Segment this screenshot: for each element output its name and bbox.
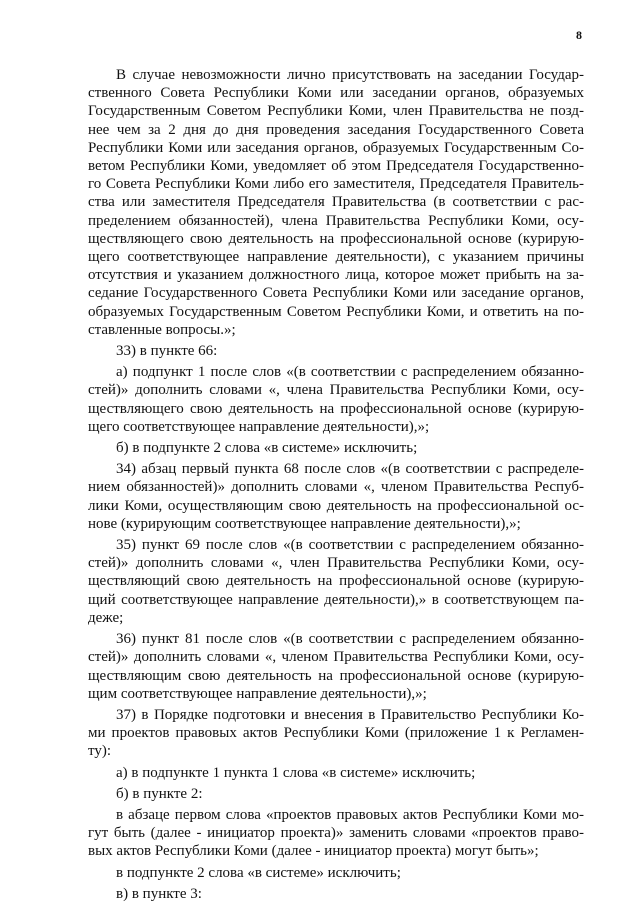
paragraph-p1	[88, 66, 584, 339]
text-line: пределением обязанностей), члена Правительства Республики Коми, осу-	[88, 212, 584, 229]
text-line: седание Государственного Совета Республики Коми или заседание органов,	[88, 285, 584, 302]
paragraph-p12	[88, 864, 584, 882]
text-line: 35) пункт 69 после слов «(в соответствии с распределением обязанно-	[116, 537, 584, 554]
text-line: го Совета Республики Коми либо его заместителя, Председателя Правитель-	[88, 176, 584, 193]
text-line: щий соответствующее направление деятельности),» в соответствующем па-	[88, 591, 584, 608]
paragraph-p10	[88, 785, 584, 803]
text-line: ветом Республики Коми, уведомляет об этом Председателя Государственно-	[88, 158, 584, 175]
text-line: щим соответствующее направление деятельности),»;	[88, 685, 427, 702]
text-line: ществляющего свою деятельность на профессиональной основе (курирую-	[88, 400, 584, 417]
text-line: ставленные вопросы.»;	[88, 321, 236, 338]
text-line: щего соответствующее направление деятельности),»;	[88, 418, 430, 435]
text-line: ществляющим свою деятельность на профессиональной основе (курирую-	[88, 667, 584, 684]
text-line: 34) абзац первый пункта 68 после слов «(в соответствии с распределе-	[116, 461, 584, 478]
text-line: в абзаце первом слова «проектов правовых актов Республики Коми мо-	[116, 806, 584, 823]
text-line: ми проектов правовых актов Республики Коми (приложение 1 к Регламен-	[88, 725, 584, 742]
text-line: гут быть (далее - инициатор проекта)» заменить словами «проектов право-	[88, 825, 584, 842]
page-number: 8	[576, 28, 582, 42]
text-line: ществляющего свою деятельность на профессиональной основе (курирую-	[88, 230, 584, 247]
text-line: ственного Совета Республики Коми или заседании органов, образуемых	[88, 85, 584, 102]
text-line: Республики Коми или заседания органов, образуемых Государственным Со-	[88, 139, 584, 156]
text-line: щего соответствующее направление деятельности), с указанием причины	[88, 249, 584, 266]
paragraph-p5	[88, 460, 584, 533]
text-line: В случае невозможности лично присутствовать на заседании Государ-	[116, 67, 584, 83]
text-line: ства или заместителя Председателя Правительства (в соответствии с рас-	[88, 194, 584, 211]
text-line: б) в подпункте 2 слова «в системе» исключить;	[116, 440, 418, 457]
text-line: нием обязанностей)» дополнить словами «, членом Правительства Респуб-	[88, 479, 584, 496]
text-line: образуемых Государственным Советом Республики Коми, и ответить на по-	[88, 303, 584, 320]
text-line: ту):	[88, 743, 112, 760]
text-line: 36) пункт 81 после слов «(в соответствии с распределением обязанно-	[116, 631, 584, 648]
paragraph-p13	[88, 885, 584, 903]
text-line: а) подпункт 1 после слов «(в соответствии с распределением обязанно-	[116, 364, 584, 381]
text-line: деже;	[88, 609, 124, 626]
text-line: б) в пункте 2:	[116, 785, 203, 802]
text-line: а) в подпункте 1 пункта 1 слова «в системе» исключить;	[116, 764, 476, 781]
text-line: стей)» дополнить словами «, члена Правительства Республики Коми, осу-	[88, 382, 584, 399]
paragraph-p11	[88, 806, 584, 861]
text-line: отсутствия и указанием должностного лица, которое может прибыть на за-	[88, 267, 584, 284]
paragraph-p8	[88, 706, 584, 761]
text-line: нове (курирующим соответствующее направление деятельности),»;	[88, 515, 521, 532]
text-line: стей)» дополнить словами «, член Правительства Республики Коми, осу-	[88, 555, 584, 572]
document-body	[88, 66, 584, 903]
paragraph-p7	[88, 630, 584, 703]
text-line: вых актов Республики Коми (далее - инициатор проекта) могут быть»;	[88, 843, 539, 860]
paragraph-p9	[88, 764, 584, 782]
paragraph-p6	[88, 536, 584, 627]
text-line: в подпункте 2 слова «в системе» исключить;	[116, 864, 401, 881]
text-line: лики Коми, осуществляющим свою деятельность на профессиональной ос-	[88, 497, 584, 514]
paragraph-p3	[88, 363, 584, 436]
text-line: нее чем за 2 дня до дня проведения заседания Государственного Совета	[88, 121, 584, 138]
text-line: 37) в Порядке подготовки и внесения в Правительство Республики Ко-	[116, 706, 584, 723]
text-line: Государственным Советом Республики Коми, член Правительства не позд-	[88, 103, 584, 120]
text-line: 33) в пункте 66:	[116, 343, 218, 360]
paragraph-p4	[88, 439, 584, 457]
text-line: в) в пункте 3:	[116, 885, 202, 902]
text-line: ществляющий свою деятельность на профессиональной основе (курирую-	[88, 573, 584, 590]
text-line: стей)» дополнить словами «, членом Правительства Республики Коми, осу-	[88, 649, 584, 666]
paragraph-p2	[88, 342, 584, 360]
